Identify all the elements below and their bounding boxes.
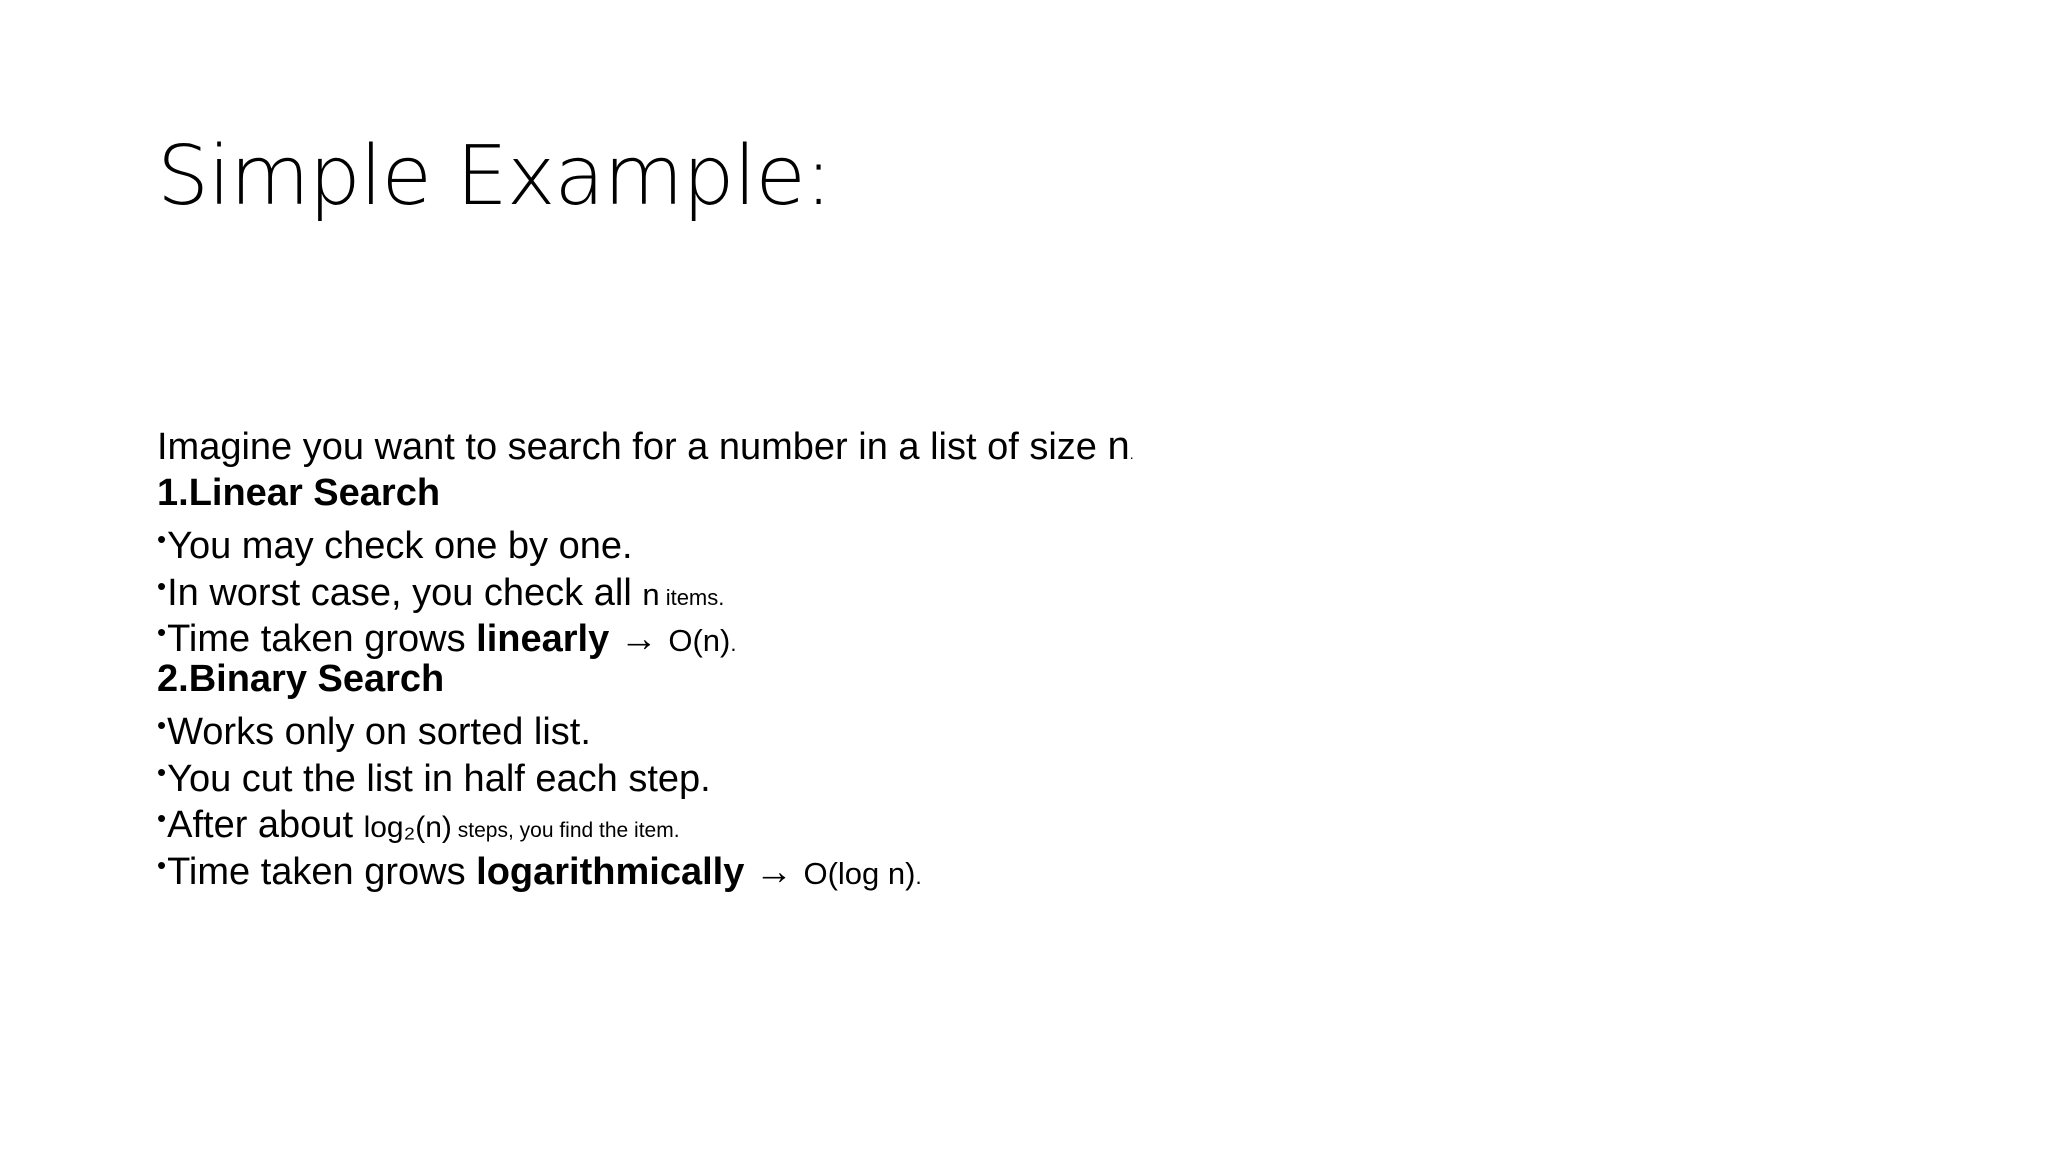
slide-body <box>157 423 1657 893</box>
bullet-bold: linearly <box>476 618 610 660</box>
bullet-text: Time taken grows <box>167 618 477 660</box>
bullet-icon: • <box>157 617 167 647</box>
intro-text: Imagine you want to search for a number in a list of size <box>157 426 1108 468</box>
list-item <box>157 516 1657 567</box>
bullet-end: items. <box>659 584 725 610</box>
list-item <box>157 702 1657 753</box>
big-o: O(n) <box>668 623 731 658</box>
bullet-text: Time taken grows <box>167 850 477 893</box>
bullet-end: . <box>915 863 922 889</box>
bullet-icon: • <box>157 570 167 601</box>
list-item <box>157 563 1657 614</box>
bullet-icon: • <box>157 524 167 554</box>
bullet-text: After about <box>167 804 364 846</box>
arrow-icon: → <box>609 618 669 660</box>
intro-line <box>157 423 1657 470</box>
arrow-icon: → <box>744 850 804 893</box>
list-item <box>157 609 1657 660</box>
bullet-end: . <box>730 631 737 656</box>
intro-end: . <box>1129 446 1134 462</box>
bullet-text: In worst case, you check all <box>167 571 643 614</box>
bullet-end: steps, you find the item. <box>451 819 680 842</box>
bullet-bold: logarithmically <box>476 850 745 893</box>
big-o: O(log n) <box>803 855 916 891</box>
bullet-icon: • <box>157 756 167 787</box>
log-expression: log₂(n) <box>363 811 452 844</box>
section2-heading: 2.Binary Search <box>157 657 445 700</box>
section1-heading: 1.Linear Search <box>157 471 441 514</box>
bullet-text: Works only on sorted list. <box>167 711 591 753</box>
bullet-icon: • <box>157 803 167 833</box>
slide-title: Simple Example: <box>157 129 832 224</box>
bullet-icon: • <box>157 710 167 740</box>
list-item <box>157 842 1657 893</box>
bullet-text: You may check one by one. <box>167 525 633 567</box>
intro-var: n <box>1107 424 1130 468</box>
list-item <box>157 795 1657 846</box>
bullet-icon: • <box>157 849 167 880</box>
list-item <box>157 749 1657 800</box>
bullet-var: n <box>642 576 660 612</box>
bullet-text: You cut the list in half each step. <box>167 757 711 800</box>
